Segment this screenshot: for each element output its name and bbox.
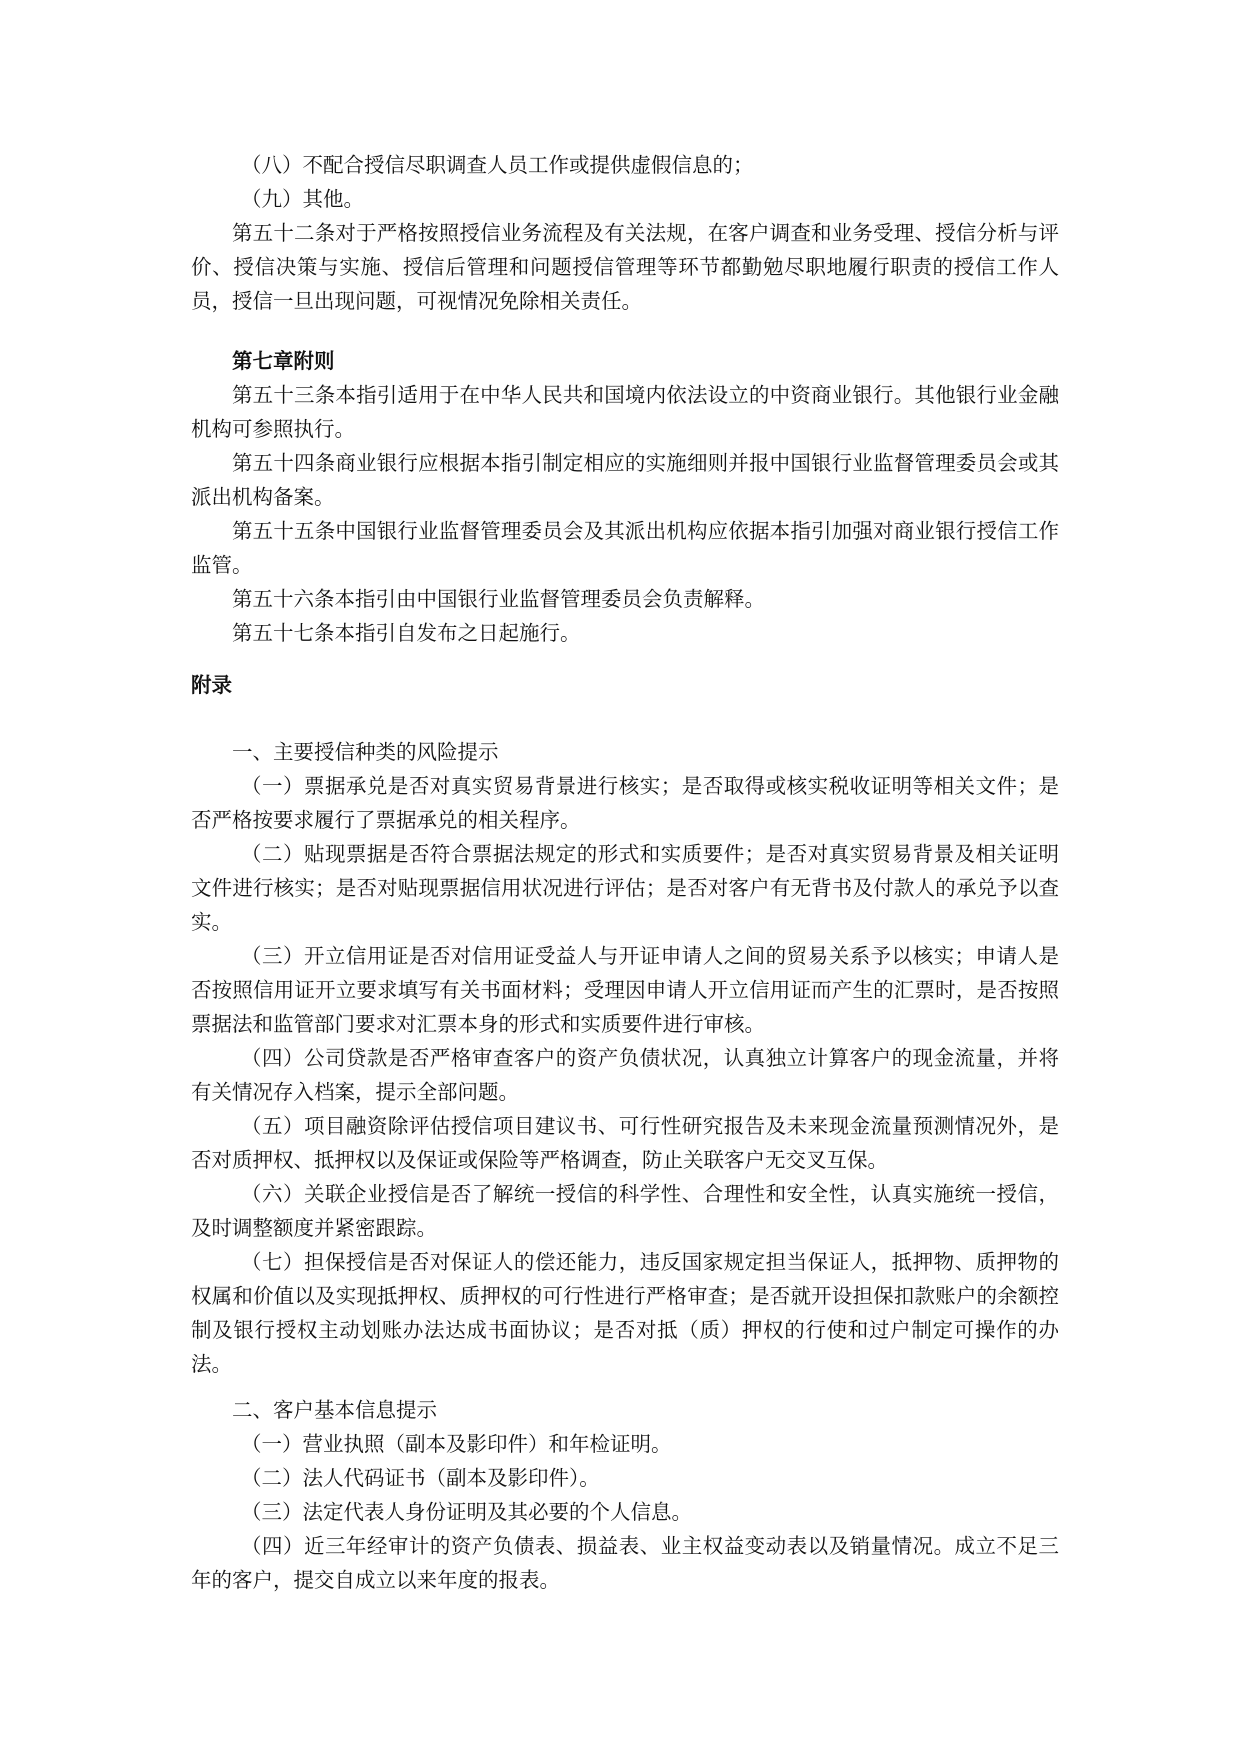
- article-55: 第五十五条中国银行业监督管理委员会及其派出机构应依据本指引加强对商业银行授信工作监管。: [191, 519, 1059, 577]
- article-54: 第五十四条商业银行应根据本指引制定相应的实施细则并报中国银行业监督管理委员会或其派出机构备案。: [191, 451, 1059, 509]
- list-item-9: （九）其他。: [241, 187, 364, 211]
- risk-item-5: （五）项目融资除评估授信项目建议书、可行性研究报告及未来现金流量预测情况外，是否对质押权、抵押权以及保证或保险等严格调查，防止关联客户无交叉互保。: [191, 1114, 1059, 1172]
- chapter7: [191, 344, 1059, 650]
- article-57: 第五十七条本指引自发布之日起施行。: [232, 621, 581, 645]
- article-56: 第五十六条本指引由中国银行业监督管理委员会负责解释。: [232, 587, 765, 611]
- info-item-4: （四）近三年经审计的资产负债表、损益表、业主权益变动表以及销量情况。成立不足三年的客户，提交自成立以来年度的报表。: [191, 1534, 1059, 1592]
- section-title: 二、客户基本信息提示: [232, 1398, 437, 1422]
- risk-item-3: （三）开立信用证是否对信用证受益人与开证申请人之间的贸易关系予以核实；申请人是否按照信用证开立要求填写有关书面材料；受理因申请人开立信用证而产生的汇票时，是否按照票据法和监管部门要求对汇票本身的形式和实质要件进行审核。: [191, 944, 1059, 1036]
- chapter6-tail: [191, 148, 1059, 318]
- section-title: 一、主要授信种类的风险提示: [232, 740, 499, 764]
- appendix-section-1: [191, 735, 1059, 1381]
- info-item-3: （三）法定代表人身份证明及其必要的个人信息。: [241, 1500, 692, 1524]
- article-53: 第五十三条本指引适用于在中华人民共和国境内依法设立的中资商业银行。其他银行业金融机构可参照执行。: [191, 383, 1059, 441]
- chapter-title: 第七章附则: [232, 349, 335, 373]
- info-item-1: （一）营业执照（副本及影印件）和年检证明。: [241, 1432, 672, 1456]
- appendix-header: [191, 668, 1059, 702]
- list-item-8: （八）不配合授信尽职调查人员工作或提供虚假信息的；: [241, 153, 754, 177]
- appendix-title: 附录: [191, 673, 232, 697]
- info-item-2: （二）法人代码证书（副本及影印件）。: [241, 1466, 600, 1490]
- risk-item-7: （七）担保授信是否对保证人的偿还能力，违反国家规定担当保证人，抵押物、质押物的权属和价值以及实现抵押权、质押权的可行性进行严格审查；是否就开设担保扣款账户的余额控制及银行授权主动划账办法达成书面协议；是否对抵（质）押权的行使和过户制定可操作的办法。: [191, 1250, 1059, 1376]
- risk-item-6: （六）关联企业授信是否了解统一授信的科学性、合理性和安全性，认真实施统一授信，及时调整额度并紧密跟踪。: [191, 1182, 1059, 1240]
- appendix-section-2: [191, 1393, 1059, 1597]
- risk-item-2: （二）贴现票据是否符合票据法规定的形式和实质要件；是否对真实贸易背景及相关证明文件进行核实；是否对贴现票据信用状况进行评估；是否对客户有无背书及付款人的承兑予以查实。: [191, 842, 1059, 934]
- risk-item-1: （一）票据承兑是否对真实贸易背景进行核实；是否取得或核实税收证明等相关文件；是否严格按要求履行了票据承兑的相关程序。: [191, 774, 1059, 832]
- risk-item-4: （四）公司贷款是否严格审查客户的资产负债状况，认真独立计算客户的现金流量，并将有关情况存入档案，提示全部问题。: [191, 1046, 1059, 1104]
- article-52: 第五十二条对于严格按照授信业务流程及有关法规，在客户调查和业务受理、授信分析与评价、授信决策与实施、授信后管理和问题授信管理等环节都勤勉尽职地履行职责的授信工作人员，授信一旦出现问题，可视情况免除相关责任。: [191, 221, 1059, 313]
